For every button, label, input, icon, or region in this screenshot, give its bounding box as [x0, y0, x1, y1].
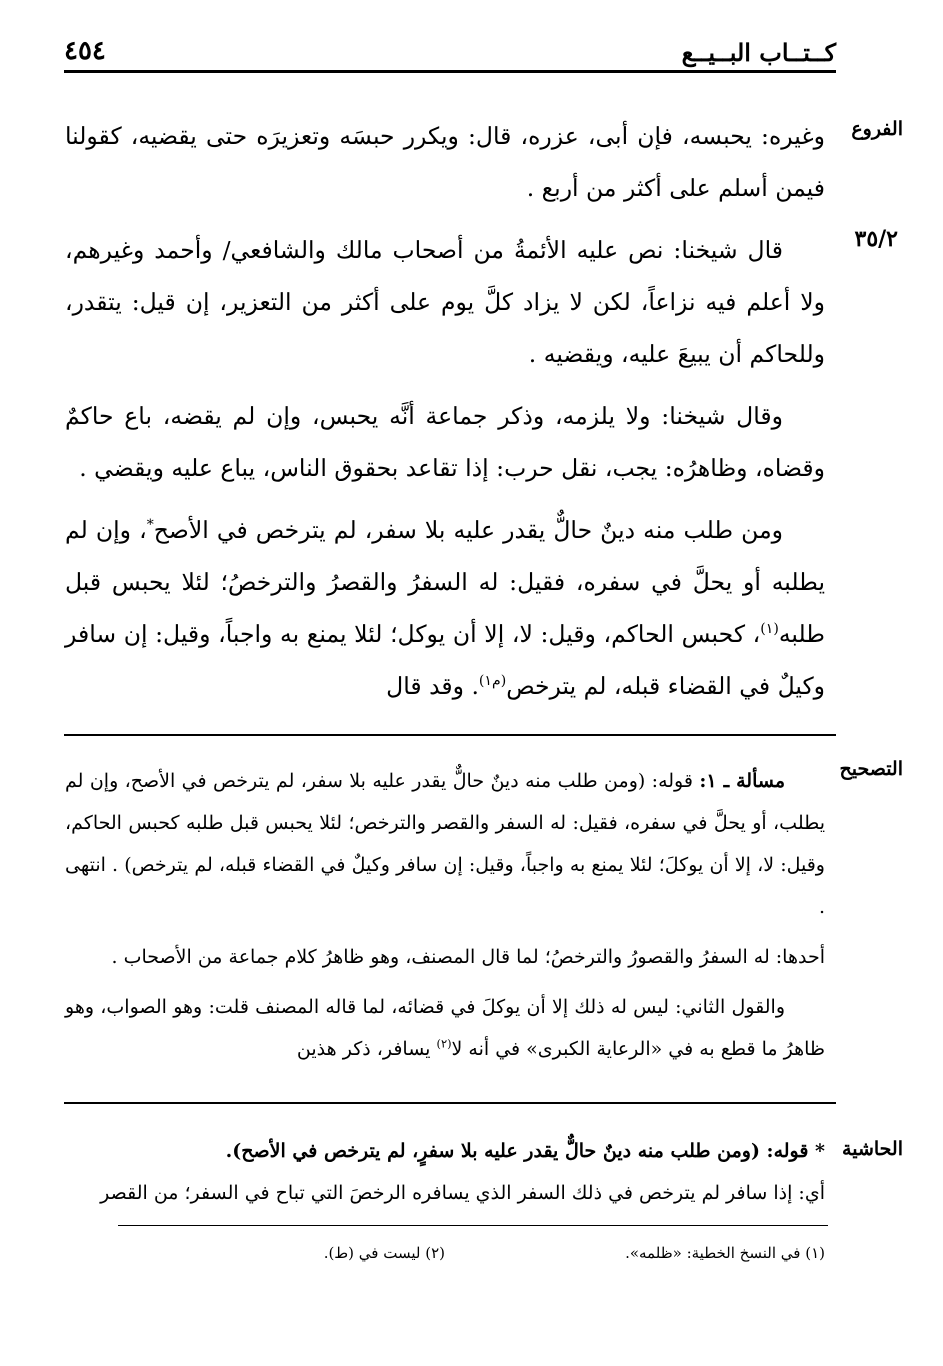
tashih-paragraph-1-text: قوله: (ومن طلب منه دينٌ حالٌّ يقدر عليه بلا سفر، لم يترخص في الأصح، وإن لم يطلب، أو يحلَّ في سفره، فقيل: له السفر والقصر والترخص؛ لئلا يحبس قبل طلبه كحبس الحاكم، وقيل: لا، إلا أن يوكلَ؛ لئلا يمنع به واجباً، وقيل: إن سافر وكيلٌ في القضاء قبله، لم يترخص) . انتهى . [65, 770, 825, 918]
hashiya-section [65, 1130, 825, 1214]
tashih-paragraph-3-part-a: والقول الثاني: ليس له ذلك إلا أن يوكلَ في قضائه، لما قاله المصنف قلت: وهو الصواب، وهو ظاهرُ ما قطع به في «الرعاية الكبرى» في أنه لا [65, 996, 825, 1060]
running-title: كــتــاب البــيــع [681, 38, 836, 67]
tashih-paragraph-1 [65, 760, 825, 928]
main-paragraph-1: وغيره: يحبسه، فإن أبى، عزره، قال: ويكرر حبسَه وتعزيرَه حتى يقضيه، كقولنا فيمن أسلم على أكثر من أربع . [65, 122, 825, 202]
footnote-ref-2: (٢) [436, 1036, 452, 1051]
main-paragraph-4-part-c: ، كحبس الحاكم، وقيل: لا، إلا أن يوكل؛ لئلا يمنع به واجباً، وقيل: إن سافر وكيلٌ في القضاء قبله، لم يترخص [65, 620, 825, 700]
main-paragraph-4-part-d: . وقد قال [386, 672, 479, 700]
footnote-1: (١) في النسخ الخطية: «ظلمه». [625, 1244, 825, 1262]
hashiya-quote: * قوله: (ومن طلب منه دينٌ حالٌّ يقدر عليه بلا سفرٍ، لم يترخص في الأصح). [225, 1140, 825, 1162]
margin-volume-ref: ٣٥/٢ [854, 226, 898, 252]
issue-label: مسألة ـ ١: [699, 770, 786, 792]
main-paragraph-4-part-a: ومن طلب منه دينٌ حالٌّ يقدر عليه بلا سفر، لم يترخص في الأصح [153, 516, 783, 544]
header-rule [64, 70, 836, 73]
tashih-paragraph-3 [65, 986, 825, 1070]
tashih-paragraph-2: أحدها: له السفرُ والقصورُ والترخصُ؛ لما قال المصنف، وهو ظاهرُ كلام جماعة من الأصحاب . [111, 946, 825, 968]
hashiya-commentary: أي: إذا سافر لم يترخص في ذلك السفر الذي يسافره الرخصَ التي تباح في السفر؛ من القصر [100, 1182, 825, 1204]
main-paragraph-2: قال شيخنا: نص عليه الأئمةُ من أصحاب مالك والشافعي/ وأحمد وغيرهم، ولا أعلم فيه نزاعاً، لكن لا يزاد كلَّ يوم على أكثر من التعزير، إن قيل: يتقدر، وللحاكم أن يبيعَ عليه، ويقضيه . [65, 236, 825, 368]
tashih-section [65, 752, 825, 1070]
footnote-ref-1: (١) [760, 621, 779, 638]
main-paragraph-4 [65, 504, 825, 712]
margin-label-hashiya: الحاشية [842, 1138, 903, 1160]
main-paragraph-3: وقال شيخنا: ولا يلزمه، وذكر جماعة أنَّه يحبس، وإن لم يقضه، باع حاكمٌ وقضاه، وظاهرُه: يجب، نقل حرب: إذا تقاعد بحقوق الناس، يباع عليه ويقضي . [65, 402, 825, 482]
margin-label-furu: الفروع [851, 118, 903, 140]
footnote-2: (٢) ليست في (ط). [323, 1244, 445, 1262]
main-paragraph-4-part-b: ، وإن لم يطلبه أو يحلَّ في سفره، فقيل: له السفرُ والقصرُ والترخصُ؛ لئلا يحبس قبل طلبه [65, 516, 825, 648]
tashih-ref-m1: (م١) [478, 673, 507, 690]
tashih-separator [64, 734, 836, 736]
hashiya-marker: * [146, 517, 154, 534]
margin-label-tashih: التصحيح [839, 758, 903, 780]
page-number: ٤٥٤ [64, 36, 106, 66]
hashiya-separator [64, 1102, 836, 1104]
footnote-separator [118, 1225, 828, 1226]
main-text [65, 110, 825, 712]
tashih-paragraph-3-part-b: يسافر، ذكر هذين [296, 1038, 437, 1060]
